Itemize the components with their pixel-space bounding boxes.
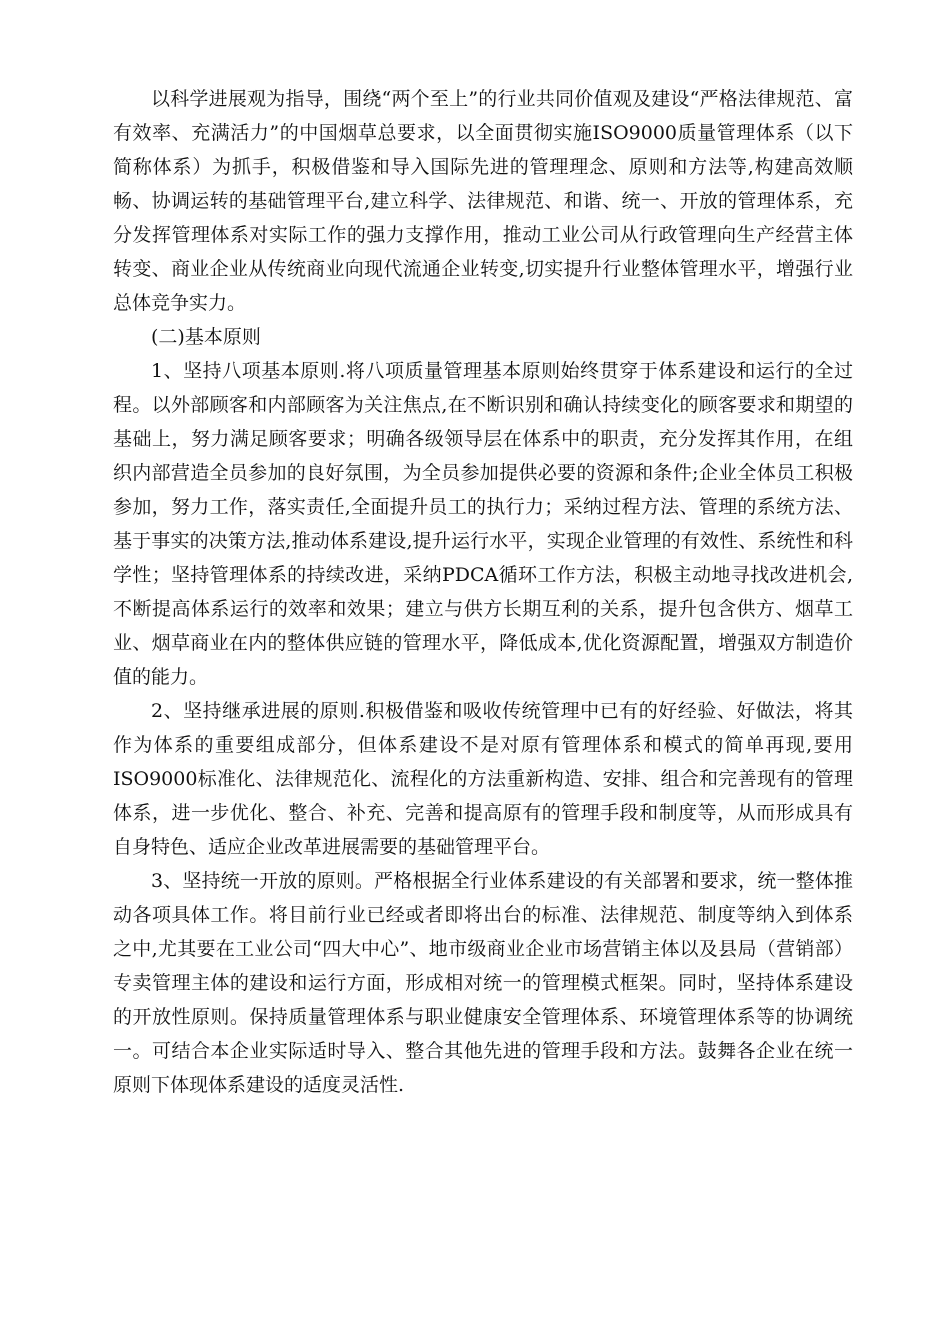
paragraph-principle-1: 1、坚持八项基本原则.将八项质量管理基本原则始终贯穿于体系建设和运行的全过程。以外部顾客和内部顾客为关注焦点,在不断识别和确认持续变化的顾客要求和期望的基础上，努力满足顾客要求；明确各级领导层在体系中的职责，充分发挥其作用，在组织内部营造全员参加的良好氛围，为全员参加提供必要的资源和条件;企业全体员工积极参加，努力工作，落实责任,全面提升员工的执行力；采纳过程方法、管理的系统方法、基于事实的决策方法,推动体系建设,提升运行水平，实现企业管理的有效性、系统性和科学性；坚持管理体系的持续改进，采纳PDCA循环工作方法，积极主动地寻找改进机会,不断提高体系运行的效率和效果；建立与供方长期互利的关系，提升包含供方、烟草工业、烟草商业在内的整体供应链的管理水平，降低成本,优化资源配置，增强双方制造价值的能力。 xyxy=(113,360,853,688)
paragraph-principle-2: 2、坚持继承进展的原则.积极借鉴和吸收传统管理中已有的好经验、好做法，将其作为体系的重要组成部分，但体系建设不是对原有管理体系和模式的简单再现,要用ISO9000标准化、法律规范化、流程化的方法重新构造、安排、组合和完善现有的管理体系，进一步优化、整合、补充、完善和提高原有的管理手段和制度等，从而形成具有自身特色、适应企业改革进展需要的基础管理平台。 xyxy=(113,700,853,858)
section-heading-basic-principles: (二)基本原则 xyxy=(151,326,261,348)
paragraph-guiding-idea: 以科学进展观为指导，围绕“两个至上”的行业共同价值观及建设“严格法律规范、富有效率、充满活力”的中国烟草总要求，以全面贯彻实施ISO9000质量管理体系（以下简称体系）为抓手，积极借鉴和导入国际先进的管理理念、原则和方法等,构建高效顺畅、协调运转的基础管理平台,建立科学、法律规范、和谐、统一、开放的管理体系，充分发挥管理体系对实际工作的强力支撑作用，推动工业公司从行政管理向生产经营主体转变、商业企业从传统商业向现代流通企业转变,切实提升行业整体管理水平，增强行业总体竞争实力。 xyxy=(113,88,853,314)
document-body xyxy=(113,82,853,1102)
paragraph-principle-3: 3、坚持统一开放的原则。严格根据全行业体系建设的有关部署和要求，统一整体推动各项具体工作。将目前行业已经或者即将出台的标准、法律规范、制度等纳入到体系之中,尤其要在工业公司“四大中心”、地市级商业企业市场营销主体以及县局（营销部）专卖管理主体的建设和运行方面，形成相对统一的管理模式框架。同时，坚持体系建设的开放性原则。保持质量管理体系与职业健康安全管理体系、环境管理体系等的协调统一。可结合本企业实际适时导入、整合其他先进的管理手段和方法。鼓舞各企业在统一原则下体现体系建设的适度灵活性. xyxy=(113,870,853,1096)
